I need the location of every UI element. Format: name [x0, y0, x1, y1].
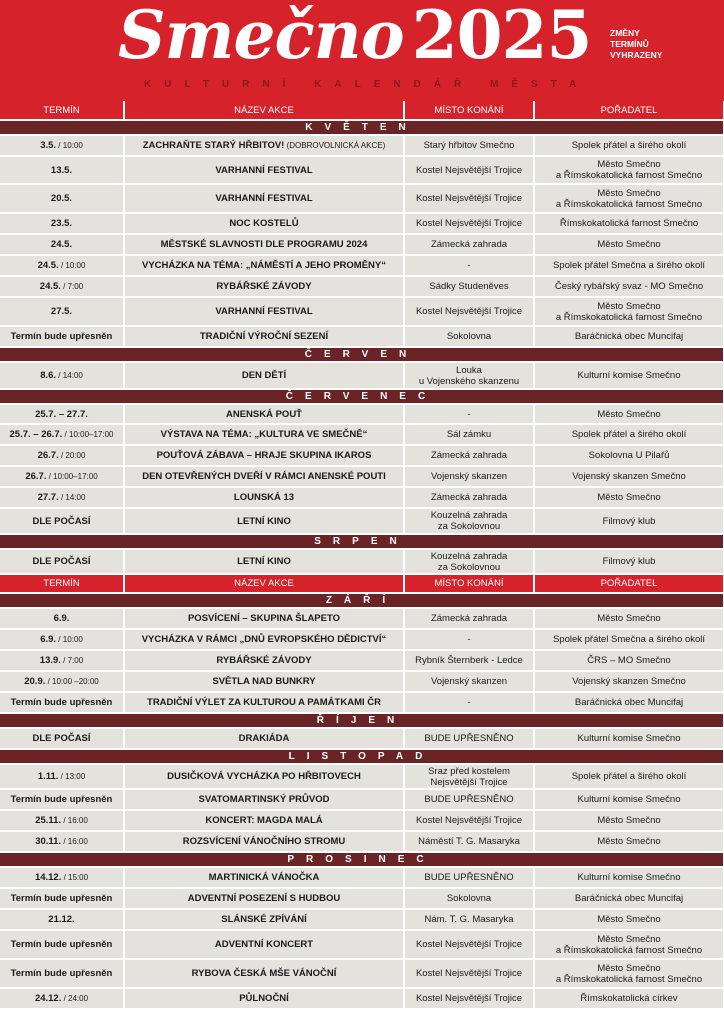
term-cell: [0, 362, 124, 389]
organizer-cell: Kulturní komise Smečno: [534, 362, 724, 389]
event-cell: KONCERT: MAGDA MALÁ: [124, 810, 404, 831]
place-cell: Zámecká zahrada: [404, 234, 534, 255]
month-row: [0, 347, 724, 362]
date: Termín bude upřesněn: [10, 968, 113, 979]
place-cell: -: [404, 692, 534, 713]
date: Termín bude upřesněn: [10, 794, 113, 805]
organizer-cell: [534, 930, 724, 959]
table-row: [0, 404, 724, 424]
term-cell: [0, 930, 124, 959]
term-cell: [0, 810, 124, 831]
col-event: NÁZEV AKCE: [124, 574, 404, 593]
term-cell: [0, 135, 124, 156]
event-cell: [124, 135, 404, 156]
date: 30.11.: [35, 836, 62, 847]
time: / 10:00–17:00: [46, 472, 98, 481]
time: / 16:00: [61, 816, 88, 825]
month-row: [0, 713, 724, 728]
month-label: ČERVEN: [0, 347, 724, 362]
term-cell: [0, 909, 124, 930]
organizer-cell: Filmový klub: [534, 508, 724, 534]
event-cell: LETNÍ KINO: [124, 508, 404, 534]
date: 25.7. – 27.7.: [35, 408, 88, 420]
organizer-cell: Město Smečno: [534, 909, 724, 930]
date: Termín bude upřesněn: [10, 893, 113, 904]
organizer-cell: Město Smečno: [534, 234, 724, 255]
event-cell: LETNÍ KINO: [124, 549, 404, 574]
time: / 24:00: [61, 994, 89, 1003]
term-cell: [0, 156, 124, 184]
org-line: a Římskokatolická farnost Smečno: [555, 973, 703, 985]
col-place: MÍSTO KONÁNÍ: [404, 574, 534, 593]
date: 20.5.: [50, 193, 73, 204]
place-line: Kouzelná zahrada: [430, 550, 508, 562]
term-cell: [0, 650, 124, 671]
time: / 10:00: [56, 141, 83, 150]
event-cell: ANENSKÁ POUŤ: [124, 404, 404, 424]
col-term: TERMÍN: [0, 101, 124, 120]
table-row: [0, 810, 724, 831]
place-line: u Vojenského skanzenu: [418, 375, 520, 387]
column-header-row: [0, 101, 724, 120]
date: 20.9.: [24, 676, 46, 687]
term-cell: [0, 671, 124, 692]
event-cell: NOC KOSTELŮ: [124, 213, 404, 234]
organizer-cell: Spolek přátel a širého okolí: [534, 424, 724, 445]
event-cell: VARHANNÍ FESTIVAL: [124, 184, 404, 213]
org-line: a Římskokatolická farnost Smečno: [555, 311, 703, 323]
date: 26.7.: [37, 450, 59, 461]
event-cell: MĚSTSKÉ SLAVNOSTI DLE PROGRAMU 2024: [124, 234, 404, 255]
event-cell: DEN DĚTÍ: [124, 362, 404, 389]
term-cell: [0, 789, 124, 810]
organizer-cell: [534, 184, 724, 213]
event-cell: VYCHÁZKA NA TÉMA: „NÁMĚSTÍ A JEHO PROMĚNY“: [124, 255, 404, 276]
term-cell: [0, 184, 124, 213]
place-cell: Kostel Nejsvětější Trojice: [404, 959, 534, 988]
org-line: Město Smečno: [597, 187, 661, 199]
event-cell: VARHANNÍ FESTIVAL: [124, 297, 404, 326]
place-cell: Nám. T. G. Masaryka: [404, 909, 534, 930]
table-row: [0, 508, 724, 534]
place-cell: Zámecká zahrada: [404, 487, 534, 508]
term-cell: [0, 728, 124, 749]
table-row: [0, 362, 724, 389]
organizer-cell: Filmový klub: [534, 549, 724, 574]
event-cell: TRADIČNÍ VÝLET ZA KULTUROU A PAMÁTKAMI ČR: [124, 692, 404, 713]
month-row: [0, 593, 724, 608]
organizer-cell: Město Smečno: [534, 487, 724, 508]
date: 8.6.: [40, 370, 57, 381]
organizer-cell: Sokolovna U Pilařů: [534, 445, 724, 466]
date: 13.5.: [50, 164, 73, 176]
place-cell: BUDE UPŘESNĚNO: [404, 867, 534, 888]
date: 24.5.: [37, 260, 59, 271]
organizer-cell: Vojenský skanzen Smečno: [534, 671, 724, 692]
date: 14.12.: [34, 872, 62, 883]
date: DLE POČASÍ: [32, 515, 91, 527]
date: 13.9.: [39, 655, 61, 666]
month-label: KVĚTEN: [0, 120, 724, 135]
month-row: [0, 534, 724, 549]
table-row: [0, 255, 724, 276]
place-cell: Kostel Nejsvětější Trojice: [404, 988, 534, 1009]
table-row: [0, 135, 724, 156]
month-row: [0, 852, 724, 867]
month-label: SRPEN: [0, 534, 724, 549]
org-line: Město Smečno: [597, 933, 661, 945]
table-row: [0, 549, 724, 574]
page-subtitle: KULTURNÍ KALENDÁŘ MĚSTA: [144, 79, 590, 90]
place-cell: -: [404, 255, 534, 276]
col-organizer: POŘADATEL: [534, 574, 724, 593]
org-line: a Římskokatolická farnost Smečno: [555, 944, 703, 956]
event-cell: ADVENTNÍ POSEZENÍ S HUDBOU: [124, 888, 404, 909]
term-cell: [0, 764, 124, 789]
term-cell: [0, 549, 124, 574]
organizer-cell: Vojenský skanzen Smečno: [534, 466, 724, 487]
table-row: [0, 959, 724, 988]
term-cell: [0, 234, 124, 255]
organizer-cell: ČRS – MO Smečno: [534, 650, 724, 671]
table-row: [0, 650, 724, 671]
organizer-cell: Kulturní komise Smečno: [534, 789, 724, 810]
place-cell: -: [404, 404, 534, 424]
place-cell: Sokolovna: [404, 326, 534, 347]
place-cell: Vojenský skanzen: [404, 671, 534, 692]
organizer-cell: Baráčnická obec Muncifaj: [534, 326, 724, 347]
organizer-cell: [534, 156, 724, 184]
place-cell: Náměstí T. G. Masaryka: [404, 831, 534, 852]
organizer-cell: Město Smečno: [534, 831, 724, 852]
table-row: [0, 213, 724, 234]
term-cell: [0, 608, 124, 629]
place-line: za Sokolovnou: [437, 521, 501, 532]
term-cell: [0, 692, 124, 713]
table-row: [0, 234, 724, 255]
organizer-cell: [534, 297, 724, 326]
date: DLE POČASÍ: [32, 733, 91, 744]
col-organizer: POŘADATEL: [534, 101, 724, 120]
date: 26.7.: [25, 471, 47, 482]
date: 24.5.: [50, 239, 73, 250]
date: Termín bude upřesněn: [10, 939, 113, 950]
term-cell: [0, 988, 124, 1009]
place-cell: Sádky Studeněves: [404, 276, 534, 297]
table-row: [0, 276, 724, 297]
organizer-cell: Baráčnická obec Muncifaj: [534, 692, 724, 713]
place-cell: Kostel Nejsvětější Trojice: [404, 810, 534, 831]
date: 24.12.: [34, 993, 62, 1004]
table-row: [0, 888, 724, 909]
term-cell: [0, 466, 124, 487]
table-row: [0, 789, 724, 810]
events-table: [0, 101, 724, 1010]
time: / 10:00 –20:00: [45, 677, 99, 686]
table-row: [0, 629, 724, 650]
col-place: MÍSTO KONÁNÍ: [404, 101, 534, 120]
event-cell: DUSIČKOVÁ VYCHÁZKA PO HŘBITOVECH: [124, 764, 404, 789]
date: 6.9.: [40, 634, 57, 645]
place-cell: Zámecká zahrada: [404, 445, 534, 466]
org-line: Město Smečno: [597, 159, 661, 170]
town-name: Smečno: [118, 0, 404, 74]
organizer-cell: Město Smečno: [534, 404, 724, 424]
page-title: [118, 0, 591, 74]
table-row: [0, 671, 724, 692]
place-line: Louka: [456, 364, 482, 376]
term-cell: [0, 297, 124, 326]
event-cell: LOUNSKÁ 13: [124, 487, 404, 508]
place-cell: Vojenský skanzen: [404, 466, 534, 487]
event-cell: SLÁNSKÉ ZPÍVÁNÍ: [124, 909, 404, 930]
term-cell: [0, 424, 124, 445]
organizer-cell: Římskokatolická církev: [534, 988, 724, 1009]
organizer-cell: Kulturní komise Smečno: [534, 728, 724, 749]
table-row: [0, 156, 724, 184]
note-line: VYHRAZENY: [610, 50, 663, 60]
term-cell: [0, 487, 124, 508]
table-row: [0, 692, 724, 713]
place-cell: Kostel Nejsvětější Trojice: [404, 297, 534, 326]
time: / 15:00: [61, 873, 89, 882]
date: 27.7.: [37, 492, 59, 503]
month-row: [0, 389, 724, 404]
table-row: [0, 831, 724, 852]
organizer-cell: Český rybářský svaz - MO Smečno: [534, 276, 724, 297]
month-label: ČERVENEC: [0, 389, 724, 404]
org-line: Město Smečno: [597, 300, 661, 312]
table-row: [0, 466, 724, 487]
table-row: [0, 930, 724, 959]
place-cell: Rybník Šternberk - Ledce: [404, 650, 534, 671]
time: / 10:00: [56, 635, 83, 644]
table-row: [0, 988, 724, 1009]
table-row: [0, 184, 724, 213]
date: 24.5.: [39, 281, 61, 292]
changes-note: [610, 28, 662, 61]
term-cell: [0, 445, 124, 466]
term-cell: [0, 959, 124, 988]
term-cell: [0, 831, 124, 852]
organizer-cell: Baráčnická obec Muncifaj: [534, 888, 724, 909]
place-line: za Sokolovnou: [437, 561, 501, 573]
place-cell: Kostel Nejsvětější Trojice: [404, 156, 534, 184]
month-label: PROSINEC: [0, 852, 724, 867]
event-cell: RYBOVA ČESKÁ MŠE VÁNOČNÍ: [124, 959, 404, 988]
col-term: TERMÍN: [0, 574, 124, 593]
place-line: Kouzelná zahrada: [430, 510, 508, 521]
date: 23.5.: [50, 218, 73, 229]
time: / 14:00: [58, 493, 86, 502]
month-label: ZÁŘÍ: [0, 593, 724, 608]
month-row: [0, 749, 724, 764]
event-cell: ADVENTNÍ KONCERT: [124, 930, 404, 959]
organizer-cell: Spolek přátel a širého okolí: [534, 764, 724, 789]
place-cell: Sál zámku: [404, 424, 534, 445]
term-cell: [0, 213, 124, 234]
event-cell: PŮLNOČNÍ: [124, 988, 404, 1009]
place-cell: Starý hřbitov Smečno: [404, 135, 534, 156]
organizer-cell: Město Smečno: [534, 810, 724, 831]
term-cell: [0, 629, 124, 650]
organizer-cell: [534, 959, 724, 988]
event-cell: SVĚTLA NAD BUNKRY: [124, 671, 404, 692]
time: / 13:00: [58, 772, 86, 781]
date: 25.7. – 26.7.: [9, 429, 63, 440]
date: 6.9.: [53, 613, 70, 624]
event-cell: VARHANNÍ FESTIVAL: [124, 156, 404, 184]
term-cell: [0, 508, 124, 534]
term-cell: [0, 276, 124, 297]
term-cell: [0, 255, 124, 276]
term-cell: [0, 404, 124, 424]
time: / 16:00: [61, 837, 88, 846]
year: 2025: [411, 0, 592, 74]
place-cell: Zámecká zahrada: [404, 608, 534, 629]
month-row: [0, 120, 724, 135]
place-line: Nejsvětější Trojice: [430, 776, 508, 788]
place-cell: Sokolovna: [404, 888, 534, 909]
table-row: [0, 867, 724, 888]
event-cell: DEN OTEVŘENÝCH DVEŘÍ V RÁMCI ANENSKÉ POUTI: [124, 466, 404, 487]
organizer-cell: Římskokatolická farnost Smečno: [534, 213, 724, 234]
place-cell: [404, 764, 534, 789]
column-header-row: [0, 574, 724, 593]
org-line: Město Smečno: [597, 962, 661, 974]
time: / 10:00–17:00: [62, 430, 114, 439]
date: 27.5.: [50, 306, 73, 317]
table-row: [0, 424, 724, 445]
time: / 20:00: [58, 451, 86, 460]
event-cell: ROZSVÍCENÍ VÁNOČNÍHO STROMU: [124, 831, 404, 852]
place-cell: [404, 362, 534, 389]
place-cell: Kostel Nejsvětější Trojice: [404, 184, 534, 213]
place-cell: BUDE UPŘESNĚNO: [404, 789, 534, 810]
table-row: [0, 608, 724, 629]
organizer-cell: Kulturní komise Smečno: [534, 867, 724, 888]
time: / 7:00: [60, 656, 84, 665]
table-row: [0, 487, 724, 508]
place-cell: BUDE UPŘESNĚNO: [404, 728, 534, 749]
place-cell: -: [404, 629, 534, 650]
org-line: a Římskokatolická farnost Smečno: [555, 170, 703, 181]
month-label: ŘÍJEN: [0, 713, 724, 728]
table-row: [0, 909, 724, 930]
table-row: [0, 445, 724, 466]
place-line: Sraz před kostelem: [428, 765, 510, 777]
table-row: [0, 728, 724, 749]
date: Termín bude upřesněn: [10, 331, 113, 342]
time: / 14:00: [56, 371, 83, 380]
table-row: [0, 297, 724, 326]
organizer-cell: Město Smečno: [534, 608, 724, 629]
event-cell: RYBÁŘSKÉ ZÁVODY: [124, 650, 404, 671]
date: Termín bude upřesněn: [10, 697, 113, 708]
event-name: ZACHRAŇTE STARÝ HŘBITOV!: [142, 140, 285, 151]
event-note: (DOBROVOLNICKÁ AKCE): [284, 141, 386, 150]
event-cell: RYBÁŘSKÉ ZÁVODY: [124, 276, 404, 297]
term-cell: [0, 888, 124, 909]
table-row: [0, 326, 724, 347]
month-label: LISTOPAD: [0, 749, 724, 764]
event-cell: VYCHÁZKA V RÁMCI „DNŮ EVROPSKÉHO DĚDICTVÍ“: [124, 629, 404, 650]
date: 3.5.: [40, 140, 57, 151]
place-cell: [404, 508, 534, 534]
note-line: ZMĚNY: [610, 28, 640, 38]
date: 1.11.: [37, 771, 59, 782]
organizer-cell: Spolek přátel Smečna a širého okolí: [534, 255, 724, 276]
event-cell: VÝSTAVA NA TÉMA: „KULTURA VE SMEČNĚ“: [124, 424, 404, 445]
note-line: TERMÍNŮ: [610, 39, 649, 49]
time: / 10:00: [58, 261, 86, 270]
event-cell: TRADIČNÍ VÝROČNÍ SEZENÍ: [124, 326, 404, 347]
org-line: a Římskokatolická farnost Smečno: [555, 198, 703, 210]
table-row: [0, 764, 724, 789]
date: 21.12.: [48, 914, 75, 925]
organizer-cell: Spolek přátel Smečna a širého okolí: [534, 629, 724, 650]
event-cell: POUŤOVÁ ZÁBAVA – HRAJE SKUPINA IKAROS: [124, 445, 404, 466]
date: DLE POČASÍ: [32, 556, 91, 567]
event-cell: MARTINICKÁ VÁNOČKA: [124, 867, 404, 888]
page-header: [0, 0, 724, 101]
event-cell: SVATOMARTINSKÝ PRŮVOD: [124, 789, 404, 810]
term-cell: [0, 867, 124, 888]
col-event: NÁZEV AKCE: [124, 101, 404, 120]
date: 25.11.: [35, 815, 62, 826]
event-cell: POSVÍCENÍ – SKUPINA ŠLAPETO: [124, 608, 404, 629]
organizer-cell: Spolek přátel a širého okolí: [534, 135, 724, 156]
place-cell: Kostel Nejsvětější Trojice: [404, 213, 534, 234]
place-cell: [404, 549, 534, 574]
time: / 7:00: [60, 282, 84, 291]
term-cell: [0, 326, 124, 347]
place-cell: Kostel Nejsvětější Trojice: [404, 930, 534, 959]
event-cell: DRAKIÁDA: [124, 728, 404, 749]
